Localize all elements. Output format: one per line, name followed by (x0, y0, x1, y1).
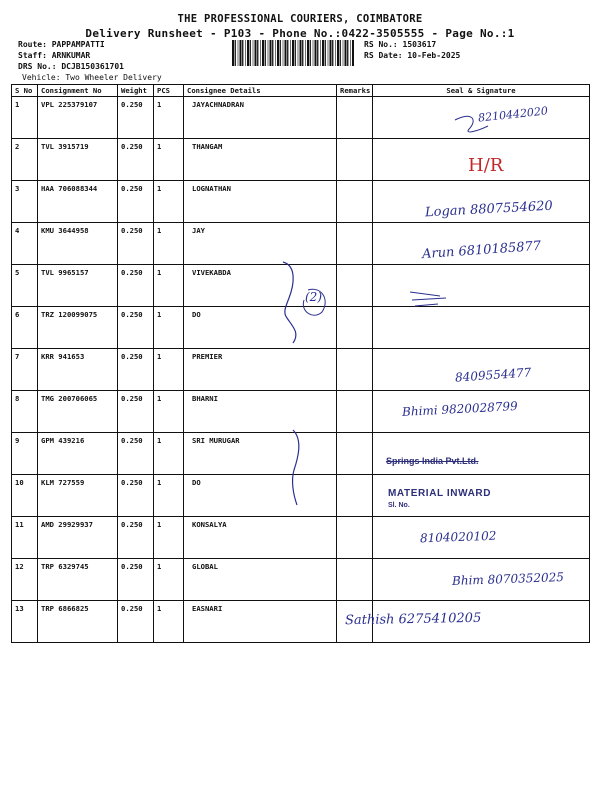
runsheet-title: Delivery Runsheet - P103 - Phone No.:0422-3505555 - Page No.:1 (85, 27, 515, 40)
signature-row-3: Logan 8807554620 (424, 198, 554, 221)
cell-weight: 0.250 (118, 517, 154, 559)
staff-label: Staff: ARNKUMAR (18, 51, 91, 60)
col-signature: Seal & Signature (373, 85, 590, 97)
cell-remarks (337, 139, 373, 181)
cell-sno: 13 (12, 601, 38, 643)
cell-pcs: 1 (154, 475, 184, 517)
cell-consignee: EASNARI (184, 601, 337, 643)
route-label: Route: PAPPAMPATTI (18, 40, 105, 49)
cell-weight: 0.250 (118, 475, 154, 517)
stamp-company: Springs India Pvt.Ltd. (386, 456, 479, 466)
cell-consignee: JAYACHNADRAN (184, 97, 337, 139)
cell-consignee: PREMIER (184, 349, 337, 391)
cell-pcs: 1 (154, 97, 184, 139)
cell-weight: 0.250 (118, 139, 154, 181)
cell-pcs: 1 (154, 391, 184, 433)
cell-consignment: VPL 225379107 (38, 97, 118, 139)
cell-pcs: 1 (154, 223, 184, 265)
cell-consignment: TRZ 120099075 (38, 307, 118, 349)
cell-remarks (337, 475, 373, 517)
signature-row-12: Bhim 8070352025 (451, 570, 565, 588)
cell-remarks (337, 223, 373, 265)
cell-signature (373, 307, 590, 349)
cell-weight: 0.250 (118, 433, 154, 475)
cell-consignee: VIVEKABDA (184, 265, 337, 307)
cell-sno: 3 (12, 181, 38, 223)
cell-consignee: GLOBAL (184, 559, 337, 601)
cell-consignment: TMG 200706065 (38, 391, 118, 433)
rs-number: RS No.: 1503617 (364, 40, 437, 49)
signature-row-7: 8409554477 (454, 365, 532, 385)
cell-consignment: HAA 706088344 (38, 181, 118, 223)
cell-sno: 2 (12, 139, 38, 181)
cell-consignment: TRP 6866825 (38, 601, 118, 643)
table-row (12, 307, 590, 349)
cell-weight: 0.250 (118, 391, 154, 433)
cell-remarks (337, 391, 373, 433)
cell-consignment: TVL 9965157 (38, 265, 118, 307)
cell-sno: 12 (12, 559, 38, 601)
table-row (12, 475, 590, 517)
table-header-row (12, 85, 590, 97)
cell-weight: 0.250 (118, 307, 154, 349)
cell-pcs: 1 (154, 307, 184, 349)
cell-weight: 0.250 (118, 349, 154, 391)
cell-pcs: 1 (154, 433, 184, 475)
drs-number: DRS No.: DCJB150361701 (18, 62, 124, 71)
cell-sno: 1 (12, 97, 38, 139)
cell-sno: 4 (12, 223, 38, 265)
cell-consignment: TRP 6329745 (38, 559, 118, 601)
cell-sno: 10 (12, 475, 38, 517)
cell-weight: 0.250 (118, 559, 154, 601)
stamp-sl-no: Sl. No. (388, 502, 410, 509)
signature-row-1: 8210442020 (477, 104, 549, 125)
table-row (12, 265, 590, 307)
cell-pcs: 1 (154, 601, 184, 643)
signature-row-8: Bhimi 9820028799 (401, 398, 519, 420)
signature-row-11: 8104020102 (419, 528, 497, 546)
cell-sno: 5 (12, 265, 38, 307)
cell-consignee: DO (184, 475, 337, 517)
cell-consignee: DO (184, 307, 337, 349)
signature-row-4: Arun 6810185877 (421, 238, 542, 263)
cell-consignee: KONSALYA (184, 517, 337, 559)
cell-consignment: KRR 941653 (38, 349, 118, 391)
cell-consignee: SRI MURUGAR (184, 433, 337, 475)
cell-pcs: 1 (154, 349, 184, 391)
cell-consignment: TVL 3915719 (38, 139, 118, 181)
cell-weight: 0.250 (118, 601, 154, 643)
col-sno: S No (12, 85, 38, 97)
col-remarks: Remarks (337, 85, 373, 97)
cell-weight: 0.250 (118, 265, 154, 307)
col-consignee: Consignee Details (184, 85, 337, 97)
stamp-inward: MATERIAL INWARD (388, 488, 492, 499)
cell-signature (373, 433, 590, 475)
cell-remarks (337, 517, 373, 559)
table-row (12, 601, 590, 643)
bracket-note: (2) (305, 290, 322, 304)
cell-consignment: KLM 727559 (38, 475, 118, 517)
cell-pcs: 1 (154, 517, 184, 559)
rs-date: RS Date: 10-Feb-2025 (364, 51, 461, 60)
col-consignment: Consignment No (38, 85, 118, 97)
cell-pcs: 1 (154, 139, 184, 181)
table-row (12, 433, 590, 475)
table-row (12, 517, 590, 559)
cell-sno: 11 (12, 517, 38, 559)
company-title: THE PROFESSIONAL COURIERS, COIMBATORE (177, 13, 423, 25)
cell-sno: 7 (12, 349, 38, 391)
vehicle-label: Vehicle: Two Wheeler Delivery (22, 73, 162, 82)
cell-pcs: 1 (154, 559, 184, 601)
cell-sno: 6 (12, 307, 38, 349)
cell-remarks (337, 349, 373, 391)
cell-weight: 0.250 (118, 181, 154, 223)
cell-weight: 0.250 (118, 97, 154, 139)
cell-consignment: KMU 3644958 (38, 223, 118, 265)
cell-remarks (337, 265, 373, 307)
signature-row-2: H/R (468, 155, 504, 176)
col-pcs: PCS (154, 85, 184, 97)
cell-remarks (337, 559, 373, 601)
cell-consignee: BHARNI (184, 391, 337, 433)
cell-signature (373, 265, 590, 307)
cell-remarks (337, 181, 373, 223)
cell-consignee: LOGNATHAN (184, 181, 337, 223)
cell-consignment: GPM 439216 (38, 433, 118, 475)
cell-remarks (337, 97, 373, 139)
cell-sno: 8 (12, 391, 38, 433)
cell-consignee: THANGAM (184, 139, 337, 181)
barcode (232, 40, 354, 66)
cell-pcs: 1 (154, 181, 184, 223)
cell-pcs: 1 (154, 265, 184, 307)
cell-consignee: JAY (184, 223, 337, 265)
cell-weight: 0.250 (118, 223, 154, 265)
cell-remarks (337, 433, 373, 475)
cell-sno: 9 (12, 433, 38, 475)
signature-row-13: Sathish 6275410205 (344, 610, 482, 629)
col-weight: Weight (118, 85, 154, 97)
cell-remarks (337, 307, 373, 349)
cell-consignment: AMD 29929937 (38, 517, 118, 559)
